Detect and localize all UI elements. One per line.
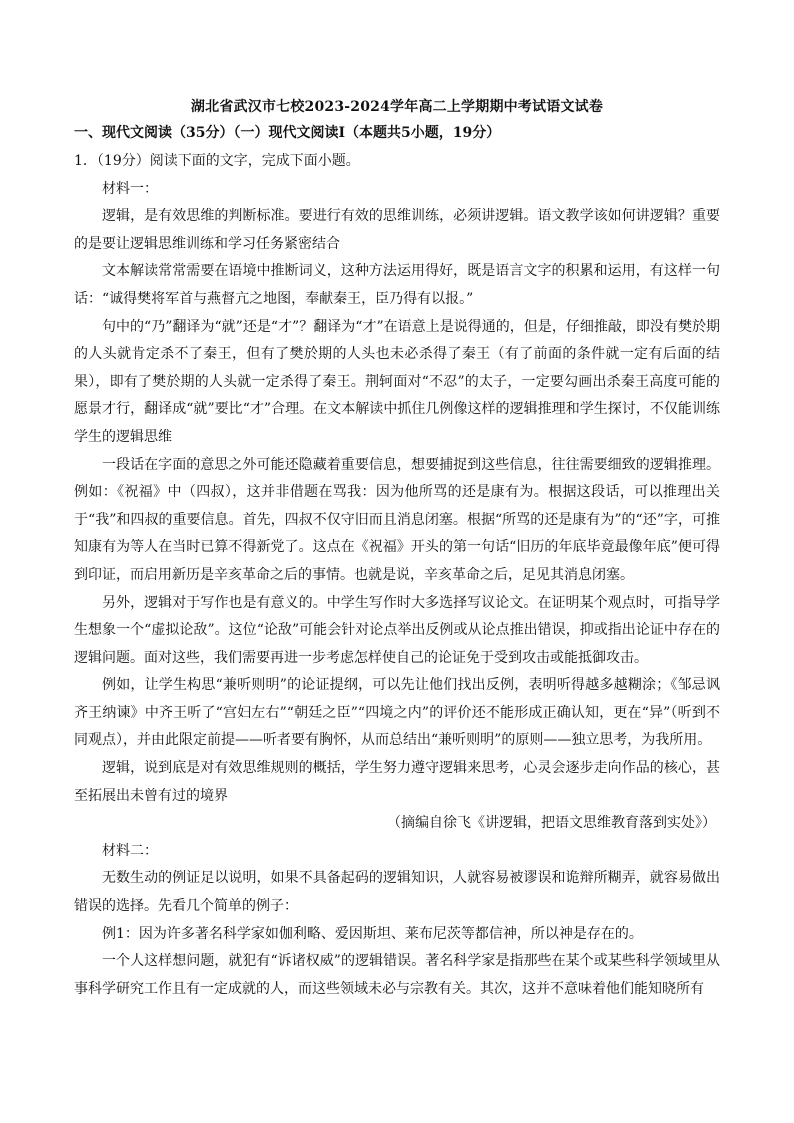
paragraph: 逻辑，说到底是对有效思维规则的概括，学生努力遵守逻辑来思考，心灵会逐步走向作品的核心，甚至拓展出未曾有过的境界	[74, 760, 720, 804]
section-heading: 一、现代文阅读（35分）（一）现代文阅读Ⅰ（本题共5小题，19分）	[74, 125, 501, 141]
paragraph: 逻辑，是有效思维的判断标准。要进行有效的思维训练，必须讲逻辑。语文教学该如何讲逻辑？重要的是要让逻辑思维训练和学习任务紧密结合	[74, 208, 720, 252]
paragraph: 文本解读常常需要在语境中推断词义，这种方法运用得好，既是语言文字的积累和运用，有这样一句话：“诚得樊将军首与燕督亢之地图，奉献秦王，臣乃得有以报。”	[74, 263, 720, 307]
paragraph: 一段话在字面的意思之外可能还隐藏着重要信息，想要捕捉到这些信息，往往需要细致的逻辑推理。例如：《祝福》中（四叔），这并非借题在骂我：因为他所骂的还是康有为。根据这段话，可以推理出关于“我”和四叔的重要信息。首先，四叔不仅守旧而且消息闭塞。根据“所骂的还是康有为”的“还”字，可推知康有为等人在当时已算不得新党了。这点在《祝福》开头的第一句话“旧历的年底毕竟最像年底”便可得到印证，而启用新历是辛亥革命之后的事情。也就是说，辛亥革命之后，足见其消息闭塞。	[74, 456, 720, 583]
paragraph: 一个人这样想问题，就犯有“诉诸权威”的逻辑错误。著名科学家是指那些在某个或某些科学领域里从事科学研究工作且有一定成就的人，而这些领域未必与宗教有关。其次，这并不意味着他们能知晓所有	[74, 953, 720, 997]
paragraph: 无数生动的例证足以说明，如果不具备起码的逻辑知识，人就容易被谬误和诡辩所糊弄，就容易做出错误的选择。先看几个简单的例子：	[74, 870, 720, 915]
paragraph: 例如，让学生构思“兼听则明”的论证提纲，可以先让他们找出反例，表明听得越多越糊涂；《邹忌讽齐王纳谏》中齐王听了“宫妇左右”“朝廷之臣”“四境之内”的评价还不能形成正确认知，更在“异”（听到不同观点），并由此限定前提——听者要有胸怀，从而总结出“兼听则明”的原则——独立思考，为我所用。	[74, 677, 720, 749]
document-title: 湖北省武汉市七校2023-2024学年高二上学期期中考试语文试卷	[190, 99, 604, 115]
source-citation: （摘编自徐飞《讲逻辑，把语文思维教育落到实处》）	[387, 815, 716, 832]
paragraph: 例1：因为许多著名科学家如伽利略、爱因斯坦、莱布尼茨等都信神，所以神是存在的。	[102, 925, 643, 942]
question-prompt: 1．（19分）阅读下面的文字，完成下面小题。	[74, 153, 360, 169]
material-2-label: 材料二：	[102, 842, 158, 859]
material-1-label: 材料一：	[102, 180, 158, 197]
paragraph: 另外，逻辑对于写作也是有意义的。中学生写作时大多选择写议论文。在证明某个观点时，可指导学生想象一个“虚拟论敌”。这位“论敌”可能会针对论点举出反例或从论点推出错误，抑或指出论证中存在的逻辑问题。面对这些，我们需要再进一步考虑怎样使自己的论证免于受到攻击或能抵御攻击。	[74, 594, 720, 666]
document-body	[74, 148, 720, 1003]
paragraph: 句中的“乃”翻译为“就”还是“才”？翻译为“才”在语意上是说得通的，但是，仔细推敲，即没有樊於期的人头就肯定杀不了秦王，但有了樊於期的人头也未必杀得了秦王（有了前面的条件就一定有后面的结果），即有了樊於期的人头就一定杀得了秦王。荆轲面对“不忍”的太子，一定要勾画出杀秦王高度可能的愿景才行，翻译成“就”要比“才”合理。在文本解读中抓住几例像这样的逻辑推理和学生探讨，不仅能训练学生的逻辑思维	[74, 318, 720, 445]
